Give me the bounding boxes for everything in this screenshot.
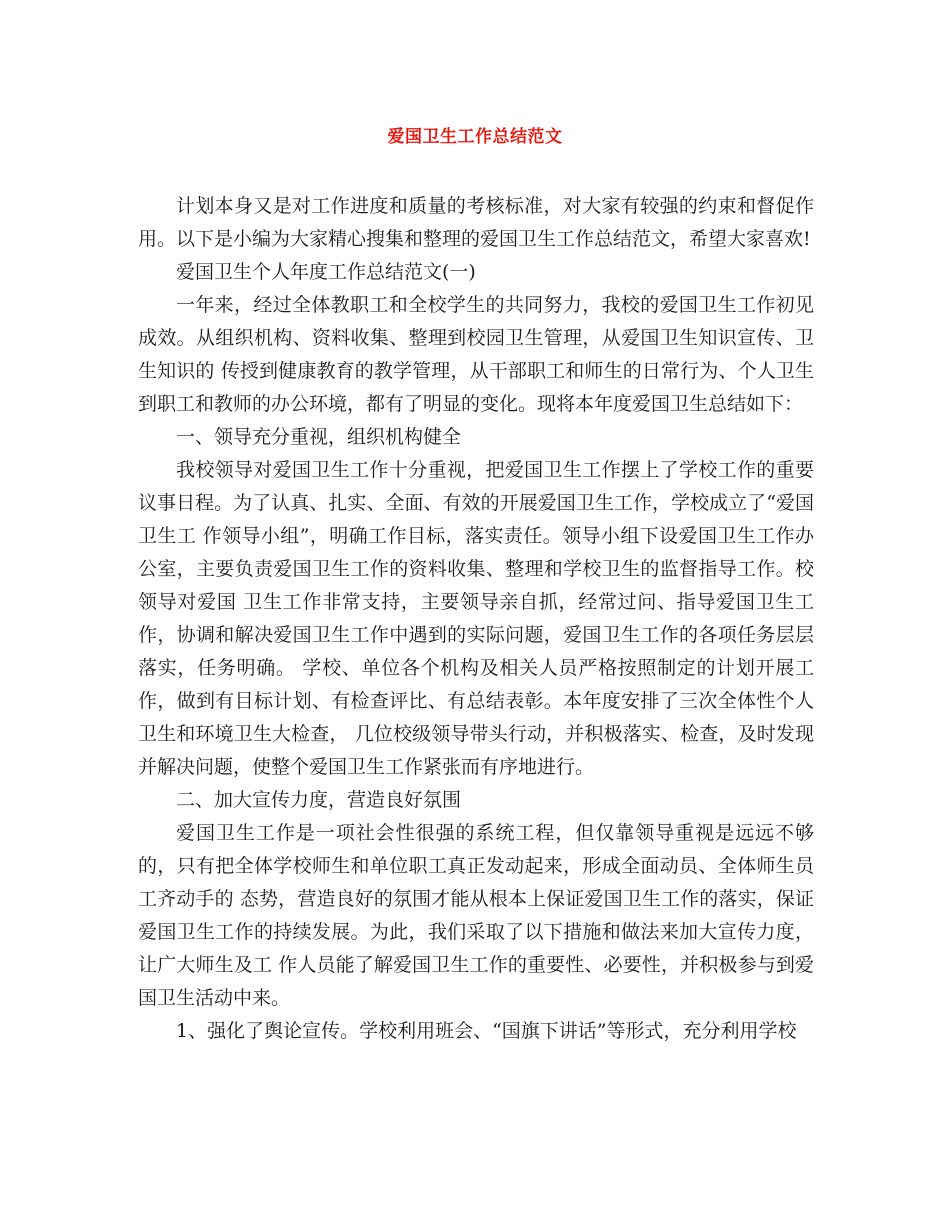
paragraph-intro: 计划本身又是对工作进度和质量的考核标准，对大家有较强的约束和督促作用。以下是小编为大家精心搜集和整理的爱国卫生工作总结范文，希望大家喜欢! [138,195,814,250]
document-title: 爱国卫生工作总结范文 [387,127,563,147]
paragraph-section-1: 我校领导对爱国卫生工作十分重视，把爱国卫生工作摆上了学校工作的重要议事日程。为了认真、扎实、全面、有效的开展爱国卫生工作，学校成立了“爱国卫生工 作领导小组”，明确工作目标，落实责任。领导小组下设爱国卫生工作办公室，主要负责爱国卫生工作的资料收集、整理和学校卫生的监督指导工作。校领导对爱国 卫生工作非常支持，主要领导亲自抓，经常过问、指导爱国卫生工作，协调和解决爱国卫生工作中遇到的实际问题，爱国卫生工作的各项任务层层落实，任务明确。 学校、单位各个机构及相关人员严格按照制定的计划开展工作，做到有目标计划、有检查评比、有总结表彰。本年度安排了三次全体性个人卫生和环境卫生大检查， 几位校级领导带头行动，并积极落实、检查，及时发现并解决问题，使整个爱国卫生工作紧张而有序地进行。 [138,459,814,778]
paragraph-section-2: 爱国卫生工作是一项社会性很强的系统工程，但仅靠领导重视是远远不够的，只有把全体学校师生和单位职工真正发动起来，形成全面动员、全体师生员工齐动手的 态势，营造良好的氛围才能从根本上保证爱国卫生工作的落实，保证爱国卫生工作的持续发展。为此，我们采取了以下措施和做法来加大宣传力度，让广大师生及工 作人员能了解爱国卫生工作的重要性、必要性，并积极参与到爱国卫生活动中来。 [138,822,814,1009]
paragraph-overview: 一年来，经过全体教职工和全校学生的共同努力，我校的爱国卫生工作初见成效。从组织机构、资料收集、整理到校园卫生管理，从爱国卫生知识宣传、卫生知识的 传授到健康教育的教学管理，从干部职工和师生的日常行为、个人卫生到职工和教师的办公环境，都有了明显的变化。现将本年度爱国卫生总结如下： [138,294,814,415]
document-body [138,190,814,1048]
paragraph-item-1: 1、强化了舆论宣传。学校利用班会、“国旗下讲话”等形式，充分利用学校 [176,1020,797,1042]
section-heading-2: 二、加大宣传力度，营造良好氛围 [176,789,462,811]
paragraph-subtitle: 爱国卫生个人年度工作总结范文(一) [176,261,476,283]
section-heading-1: 一、领导充分重视，组织机构健全 [176,426,462,448]
